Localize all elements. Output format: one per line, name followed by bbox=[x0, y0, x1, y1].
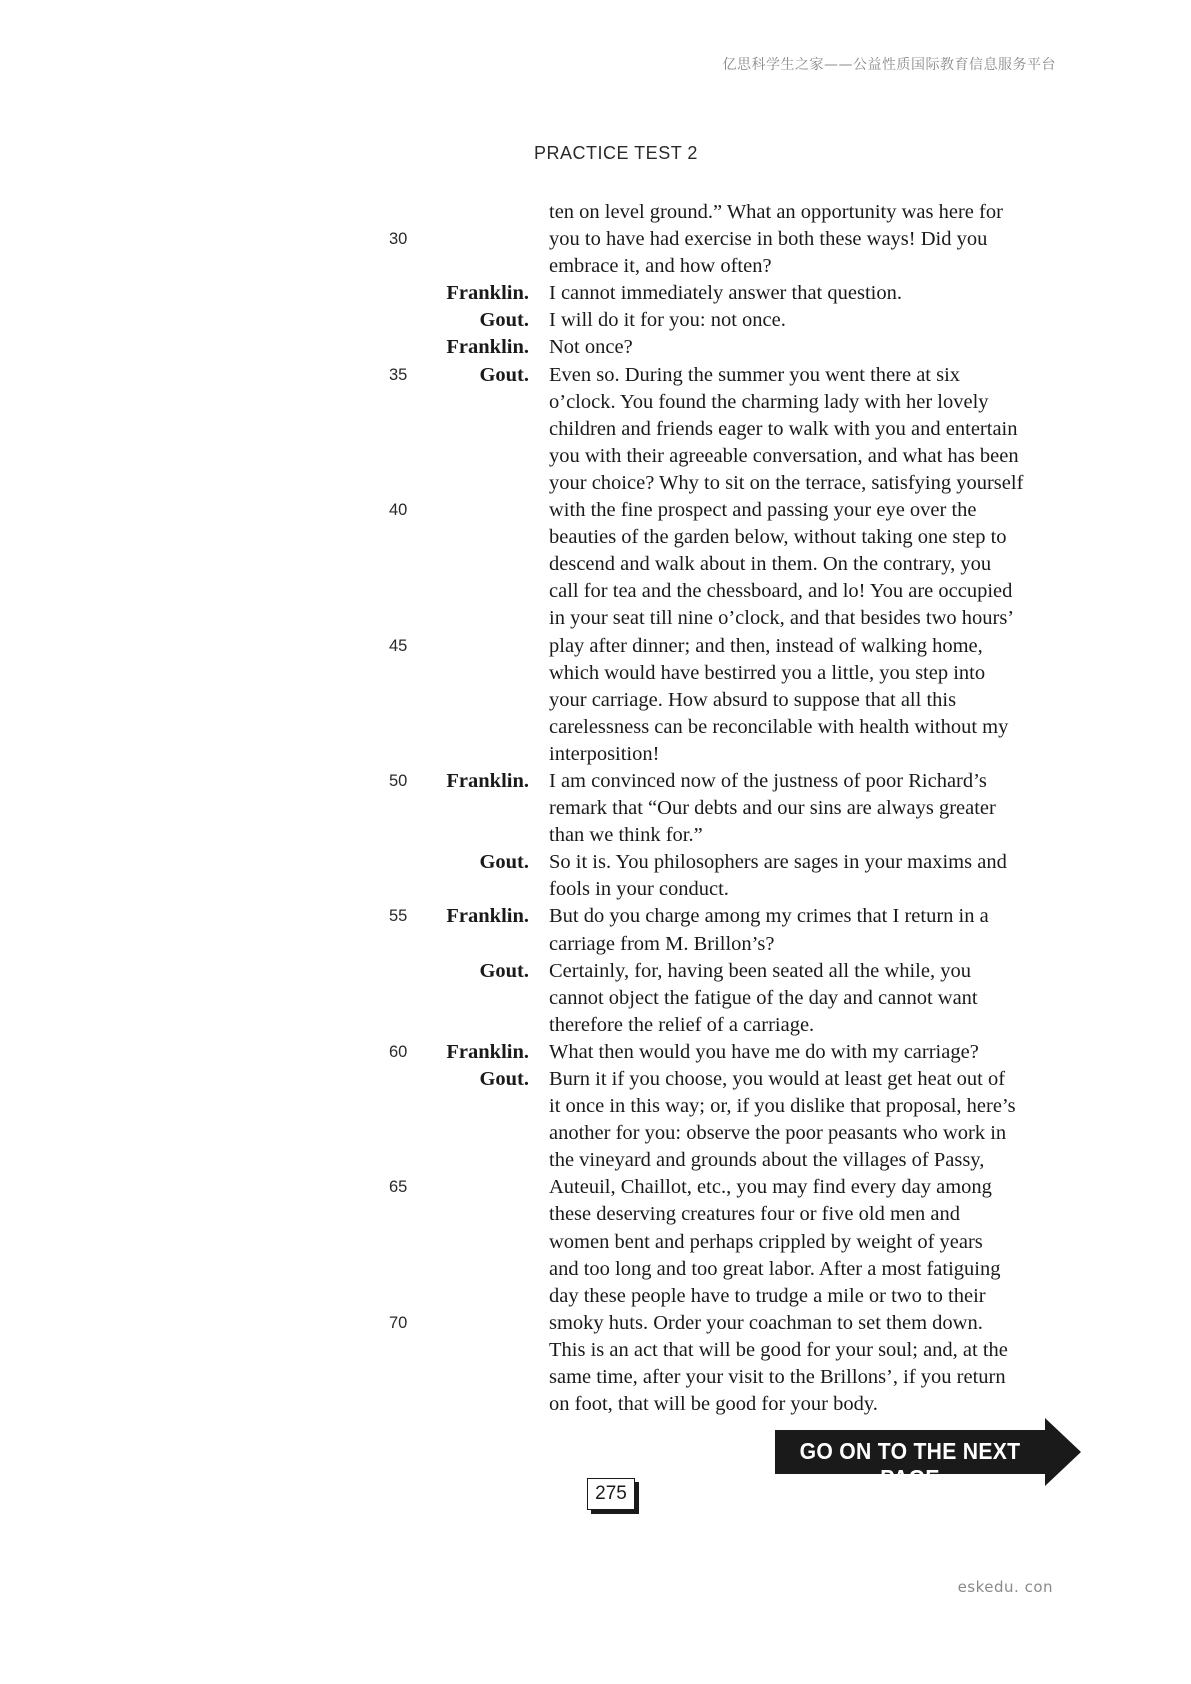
line-number: 30 bbox=[389, 230, 408, 249]
speaker-name: Franklin. bbox=[446, 905, 529, 928]
passage-line bbox=[0, 199, 1191, 226]
running-header: PRACTICE TEST 2 bbox=[534, 143, 698, 163]
passage-line bbox=[0, 1337, 1191, 1364]
speaker-name: Gout. bbox=[479, 309, 529, 332]
passage-line bbox=[0, 1283, 1191, 1310]
passage-line bbox=[0, 876, 1191, 903]
passage-line bbox=[0, 1256, 1191, 1283]
line-text: women bent and perhaps crippled by weight of years bbox=[549, 1230, 983, 1253]
line-text: and too long and too great labor. After a most fatiguing bbox=[549, 1257, 1001, 1280]
line-text: same time, after your visit to the Brillons’, if you return bbox=[549, 1366, 1006, 1389]
line-text: fools in your conduct. bbox=[549, 878, 729, 901]
line-number: 55 bbox=[389, 907, 408, 926]
line-text: Auteuil, Chaillot, etc., you may find every day among bbox=[549, 1176, 992, 1199]
passage-line bbox=[0, 931, 1191, 958]
line-number: 50 bbox=[389, 771, 408, 790]
line-text: than we think for.” bbox=[549, 824, 703, 847]
speaker-name: Gout. bbox=[479, 1068, 529, 1090]
go-on-next-page-banner bbox=[775, 1418, 1081, 1491]
passage-line bbox=[0, 687, 1191, 714]
speaker-name: Gout. bbox=[479, 363, 529, 386]
line-text: in your seat till nine o’clock, and that besides two hours’ bbox=[549, 607, 1015, 630]
passage-line bbox=[0, 822, 1191, 849]
passage-line bbox=[0, 1093, 1191, 1120]
line-text: Burn it if you choose, you would at least get heat out of bbox=[549, 1068, 1006, 1090]
line-text: remark that “Our debts and our sins are always greater bbox=[549, 797, 996, 820]
passage-line bbox=[0, 1310, 1191, 1337]
line-text: another for you: observe the poor peasants who work in bbox=[549, 1122, 1007, 1145]
passage-line bbox=[0, 362, 1191, 389]
passage-line bbox=[0, 280, 1191, 307]
page-number: 275 bbox=[587, 1478, 635, 1510]
speaker-name: Franklin. bbox=[446, 769, 529, 792]
line-text: What then would you have me do with my carriage? bbox=[549, 1040, 979, 1063]
line-text: the vineyard and grounds about the villages of Passy, bbox=[549, 1149, 985, 1172]
passage-line bbox=[0, 768, 1191, 795]
line-text: these deserving creatures four or five old men and bbox=[549, 1203, 960, 1226]
passage-line bbox=[0, 1391, 1191, 1418]
passage-line bbox=[0, 1229, 1191, 1256]
passage-line bbox=[0, 633, 1191, 660]
passage-line bbox=[0, 1039, 1191, 1066]
top-watermark: 亿思科学生之家——公益性质国际教育信息服务平台 bbox=[722, 57, 1056, 73]
line-text: I cannot immediately answer that question. bbox=[549, 282, 902, 305]
passage-line bbox=[0, 443, 1191, 470]
line-text: descend and walk about in them. On the contrary, you bbox=[549, 553, 992, 576]
line-text: Even so. During the summer you went there at six bbox=[549, 363, 961, 386]
passage-line bbox=[0, 849, 1191, 876]
line-text: with the fine prospect and passing your eye over the bbox=[549, 499, 977, 522]
line-text: therefore the relief of a carriage. bbox=[549, 1013, 815, 1036]
line-text: interposition! bbox=[549, 742, 660, 765]
line-text: which would have bestirred you a little, you step into bbox=[549, 661, 986, 684]
passage-line bbox=[0, 551, 1191, 578]
line-text: cannot object the fatigue of the day and cannot want bbox=[549, 986, 978, 1009]
line-text: beauties of the garden below, without taking one step to bbox=[549, 526, 1007, 549]
passage-line bbox=[0, 1147, 1191, 1174]
line-text: carriage from M. Brillon’s? bbox=[549, 932, 775, 955]
line-text: play after dinner; and then, instead of walking home, bbox=[549, 634, 983, 657]
line-text: smoky huts. Order your coachman to set them down. bbox=[549, 1311, 983, 1334]
line-text: your carriage. How absurd to suppose that all this bbox=[549, 688, 957, 711]
line-text: I am convinced now of the justness of poor Richard’s bbox=[549, 769, 987, 792]
line-text: embrace it, and how often? bbox=[549, 255, 772, 278]
line-text: you to have had exercise in both these ways! Did you bbox=[549, 228, 988, 251]
passage-line bbox=[0, 958, 1191, 985]
passage-line bbox=[0, 660, 1191, 687]
bottom-watermark: eskedu. con bbox=[957, 1578, 1053, 1596]
line-text: day these people have to trudge a mile or two to their bbox=[549, 1284, 986, 1307]
passage-line bbox=[0, 714, 1191, 741]
line-number: 70 bbox=[389, 1313, 408, 1332]
passage-line bbox=[0, 524, 1191, 551]
passage-line bbox=[0, 605, 1191, 632]
line-text: ten on level ground.” What an opportunity was here for bbox=[549, 201, 1003, 223]
passage-line bbox=[0, 903, 1191, 930]
passage-line bbox=[0, 497, 1191, 524]
speaker-name: Franklin. bbox=[446, 282, 529, 305]
passage-line bbox=[0, 416, 1191, 443]
passage-line bbox=[0, 578, 1191, 605]
line-text: your choice? Why to sit on the terrace, satisfying yourself bbox=[549, 471, 1024, 494]
speaker-name: Franklin. bbox=[446, 336, 529, 359]
line-number: 45 bbox=[389, 636, 408, 655]
speaker-name: Franklin. bbox=[446, 1040, 529, 1063]
passage-line bbox=[0, 1012, 1191, 1039]
passage-line bbox=[0, 470, 1191, 497]
line-number: 35 bbox=[389, 365, 408, 384]
passage-line bbox=[0, 334, 1191, 361]
line-text: o’clock. You found the charming lady with her lovely bbox=[549, 390, 989, 413]
passage-line bbox=[0, 389, 1191, 416]
line-text: Certainly, for, having been seated all the while, you bbox=[549, 959, 971, 982]
line-text: it once in this way; or, if you dislike that proposal, here’s bbox=[549, 1095, 1016, 1118]
line-number: 40 bbox=[389, 501, 408, 520]
passage-line bbox=[0, 1201, 1191, 1228]
line-text: call for tea and the chessboard, and lo! You are occupied bbox=[549, 580, 1013, 603]
line-text: I will do it for you: not once. bbox=[549, 309, 786, 332]
dialogue-passage bbox=[0, 199, 1191, 1418]
passage-line bbox=[0, 1066, 1191, 1093]
passage-line bbox=[0, 307, 1191, 334]
line-text: carelessness can be reconcilable with health without my bbox=[549, 715, 1009, 738]
line-text: But do you charge among my crimes that I return in a bbox=[549, 905, 989, 928]
go-on-label: GO ON TO THE NEXT PAGE bbox=[799, 1438, 1021, 1491]
passage-line bbox=[0, 741, 1191, 768]
line-text: on foot, that will be good for your body. bbox=[549, 1393, 878, 1416]
line-text: This is an act that will be good for your soul; and, at the bbox=[549, 1338, 1008, 1361]
line-text: Not once? bbox=[549, 336, 633, 359]
line-text: children and friends eager to walk with you and entertain bbox=[549, 417, 1018, 440]
passage-line bbox=[0, 985, 1191, 1012]
passage-line bbox=[0, 1120, 1191, 1147]
line-text: So it is. You philosophers are sages in your maxims and bbox=[549, 851, 1007, 874]
speaker-name: Gout. bbox=[479, 959, 529, 982]
passage-line bbox=[0, 253, 1191, 280]
line-text: you with their agreeable conversation, and what has been bbox=[549, 444, 1019, 467]
passage-line bbox=[0, 795, 1191, 822]
passage-line bbox=[0, 1174, 1191, 1201]
speaker-name: Gout. bbox=[479, 851, 529, 874]
passage-line bbox=[0, 1364, 1191, 1391]
line-number: 60 bbox=[389, 1042, 408, 1061]
line-number: 65 bbox=[389, 1178, 408, 1197]
passage-line bbox=[0, 226, 1191, 253]
